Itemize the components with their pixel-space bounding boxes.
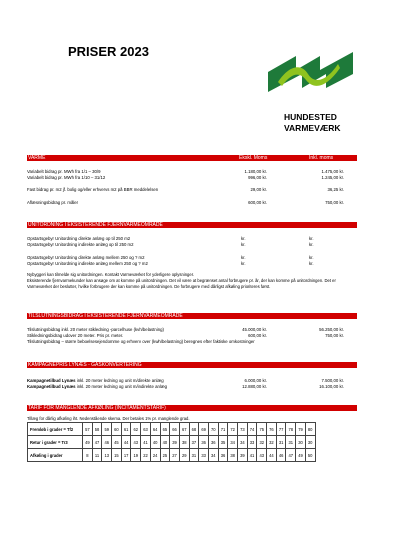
table-cell: 27 xyxy=(170,449,180,462)
row-value-ekskl: kr. xyxy=(241,242,246,247)
afkoling-table xyxy=(27,422,316,462)
row-label: Variabelt bidrag pr. MWh fra 1/10 – 31/12 xyxy=(27,175,106,180)
table-cell: 31 xyxy=(286,436,296,449)
table-cell: 50 xyxy=(305,449,315,462)
table-cell: 13 xyxy=(102,449,112,462)
row-value-ekskl: 6.000,00 kr. xyxy=(244,378,267,383)
row-value-inkl: 56.250,00 kr. xyxy=(319,327,344,332)
row-label: Tilslutningsbidrag inkl. 20 meter stikledning -parcelhuse (kvh/belastning) xyxy=(27,327,164,332)
table-cell: 34 xyxy=(228,436,238,449)
row-value-ekskl: kr. xyxy=(241,236,246,241)
table-cell: 77 xyxy=(276,423,286,436)
row-value-inkl: kr. xyxy=(309,255,314,260)
varme-header xyxy=(27,155,357,161)
table-cell: 66 xyxy=(170,423,180,436)
table-cell: 24 xyxy=(150,449,160,462)
row-value-inkl: kr. xyxy=(309,242,314,247)
unitordning-note: Nybyggeri kan tilmelde sig unitordningen. Kontakt Varmeværket for yderligere oplysninger. xyxy=(27,272,195,277)
col-ekskl-moms: Ekskl. Moms xyxy=(239,155,268,161)
table-cell: 39 xyxy=(238,449,248,462)
row-value-ekskl: 12.880,00 kr. xyxy=(242,384,267,389)
table-cell: 36 xyxy=(199,436,209,449)
table-cell: 49 xyxy=(83,436,93,449)
kampagne-row xyxy=(27,384,357,390)
unitordning-row xyxy=(27,242,357,248)
table-cell: 73 xyxy=(238,423,248,436)
row-label: Opstartsgebyr Unitordning indirekte anlæg mellem 250 og ? m2 xyxy=(27,261,148,266)
varme-header-label: VARME xyxy=(28,155,46,161)
page-title: PRISER 2023 xyxy=(68,44,149,59)
varme-row xyxy=(27,175,357,181)
tilslutning-header xyxy=(27,313,357,319)
table-row-retur xyxy=(28,436,316,449)
row-label-rest: inkl. 20 meter ledning og unit m/direkte anlæg xyxy=(75,378,164,383)
row-value-ekskl: 996,00 kr. xyxy=(248,175,267,180)
table-cell: 69 xyxy=(199,423,209,436)
kampagne-header-label: KAMPAGNEPRIS LYNÆS - GASKONVERTERING xyxy=(28,362,142,368)
table-cell: 25 xyxy=(160,449,170,462)
row-value-ekskl: 600,00 kr. xyxy=(248,333,267,338)
row-label: Tilslutningsbidrag – større beboelsesejendomme og erhverv over (kwh/belastning) beregnes efter faktiske omkostninger xyxy=(27,339,255,344)
table-cell: 58 xyxy=(92,423,102,436)
kampagne-header xyxy=(27,362,357,368)
table-cell: 29 xyxy=(179,449,189,462)
table-cell: 75 xyxy=(257,423,267,436)
table-cell: 30 xyxy=(305,436,315,449)
varme-row xyxy=(27,187,357,193)
row-label xyxy=(27,384,167,390)
row-label: Opstartsgebyr Unitordning direkte anlæg mellem 250 og ? m2 xyxy=(27,255,145,260)
row-value-inkl: 16.100,00 kr. xyxy=(319,384,344,389)
table-cell: 40 xyxy=(160,436,170,449)
row-label: Variabelt bidrag pr. MWh fra 1/1 – 30/9 xyxy=(27,169,101,174)
table-cell: 34 xyxy=(238,436,248,449)
row-label-bold: Kampagnetilbud Lynæs xyxy=(27,378,76,383)
table-cell: 43 xyxy=(257,449,267,462)
table-cell: 32 xyxy=(267,436,277,449)
table-cell: 61 xyxy=(121,423,131,436)
row-value-ekskl: 45.000,00 kr. xyxy=(242,327,267,332)
table-cell: 36 xyxy=(208,436,218,449)
company-name-line2: VARMEVÆRK xyxy=(284,123,341,133)
table-cell: 34 xyxy=(208,449,218,462)
afkoling-header-label: TARIF FOR MANGLENDE AFKØLING (INCITAMENTSTARIF) xyxy=(28,405,166,411)
table-cell: 33 xyxy=(199,449,209,462)
table-cell: 33 xyxy=(247,436,257,449)
afkoling-header xyxy=(27,405,357,411)
table-cell: 15 xyxy=(112,449,122,462)
table-cell: 31 xyxy=(189,449,199,462)
row-label: Opstartsgebyr Unitordning direkte anlæg op til 250 m2 xyxy=(27,236,131,241)
table-cell: 74 xyxy=(247,423,257,436)
table-cell: 35 xyxy=(218,436,228,449)
row-value-inkl: 1.475,00 kr. xyxy=(321,169,344,174)
table-cell: 70 xyxy=(208,423,218,436)
table-cell: 38 xyxy=(179,436,189,449)
row-value-inkl: 1.245,00 kr. xyxy=(321,175,344,180)
company-name xyxy=(284,112,341,134)
table-cell: 41 xyxy=(247,449,257,462)
table-cell: 79 xyxy=(296,423,306,436)
unitordning-header xyxy=(27,222,357,228)
row-value-inkl: 36,25 kr. xyxy=(327,187,344,192)
table-cell: 59 xyxy=(102,423,112,436)
row-value-inkl: kr. xyxy=(309,261,314,266)
unitordning-row xyxy=(27,261,357,267)
table-cell: 22 xyxy=(141,449,151,462)
table-cell: 38 xyxy=(228,449,238,462)
table-cell: 30 xyxy=(296,436,306,449)
table-cell: 17 xyxy=(121,449,131,462)
table-cell: 65 xyxy=(160,423,170,436)
row-value-ekskl: 29,00 kr. xyxy=(250,187,267,192)
table-cell: 67 xyxy=(179,423,189,436)
row-header: Afkøling i grader xyxy=(28,449,83,462)
row-value-ekskl: 1.180,00 kr. xyxy=(244,169,267,174)
table-cell: 60 xyxy=(112,423,122,436)
company-logo xyxy=(268,52,353,92)
table-cell: 49 xyxy=(296,449,306,462)
table-cell: 80 xyxy=(305,423,315,436)
varme-row xyxy=(27,200,357,206)
table-cell: 39 xyxy=(170,436,180,449)
row-label: Stikledningsbidrag udover 20 meter. Pris pr. meter. xyxy=(27,333,124,338)
table-cell: 72 xyxy=(228,423,238,436)
row-value-ekskl: kr. xyxy=(241,261,246,266)
unitordning-header-label: UNITORDNING I EKSISTERENDE FJERNVARMEOMRÅDE xyxy=(28,222,163,228)
row-label-rest: inkl. 20 meter ledning og unit m/indirekte anlæg xyxy=(75,384,168,389)
row-label: Fast bidrag pr. m2 jf. bolig og/eller erhvervs m2 på BBR meddelelsen xyxy=(27,187,159,192)
table-cell: 32 xyxy=(257,436,267,449)
table-cell: 19 xyxy=(131,449,141,462)
table-cell: 44 xyxy=(267,449,277,462)
table-row-fremlob xyxy=(28,423,316,436)
table-cell: 8 xyxy=(83,449,93,462)
row-value-inkl: kr. xyxy=(309,236,314,241)
table-cell: 46 xyxy=(102,436,112,449)
table-cell: 44 xyxy=(121,436,131,449)
table-cell: 78 xyxy=(286,423,296,436)
table-cell: 57 xyxy=(83,423,93,436)
table-row-afkoling xyxy=(28,449,316,462)
table-cell: 31 xyxy=(276,436,286,449)
unitordning-note: Eksisterende fjernvarmekunder kan ansøge om at komme på unitordningen. Det vil være at begrænset antal forbrugere pr. år, der kan komme på unitordningen. Det er Varmeværket der beslutter, hvilke forbrugere der kan komme på unitordningen. De forbrugere med dårligst afkøling prioriteres først. xyxy=(27,278,336,289)
table-cell: 11 xyxy=(92,449,102,462)
table-cell: 45 xyxy=(112,436,122,449)
table-cell: 41 xyxy=(141,436,151,449)
table-cell: 43 xyxy=(131,436,141,449)
row-header: Fremløb i grader = Tf2 xyxy=(28,423,83,436)
table-cell: 62 xyxy=(131,423,141,436)
table-cell: 46 xyxy=(276,449,286,462)
row-label-bold: Kampagnetilbud Lynæs xyxy=(27,384,76,389)
row-label: Opstartsgebyr Unitordning indirekte anlæg op til 250 m2 xyxy=(27,242,134,247)
table-cell: 47 xyxy=(286,449,296,462)
col-inkl-moms: Inkl. moms xyxy=(309,155,334,161)
tilslutning-row xyxy=(27,339,357,345)
table-cell: 47 xyxy=(92,436,102,449)
row-value-ekskl: kr. xyxy=(241,255,246,260)
table-cell: 76 xyxy=(267,423,277,436)
table-cell: 71 xyxy=(218,423,228,436)
table-cell: 64 xyxy=(150,423,160,436)
table-cell: 63 xyxy=(141,423,151,436)
table-cell: 68 xyxy=(189,423,199,436)
company-name-line1: HUNDESTED xyxy=(284,112,337,122)
table-cell: 37 xyxy=(189,436,199,449)
row-value-inkl: 750,00 kr. xyxy=(325,200,344,205)
afkoling-note: Tillæg for dårlig afkøling iht. Nedenstående skema. Der betales 1% pr. manglende grad. xyxy=(27,416,190,421)
row-value-inkl: 750,00 kr. xyxy=(325,333,344,338)
table-cell: 40 xyxy=(150,436,160,449)
row-header: Retur i grader = Tr3 xyxy=(28,436,83,449)
row-value-ekskl: 600,00 kr. xyxy=(248,200,267,205)
row-label: Aflæsningsbidrag pr. måler xyxy=(27,200,79,205)
table-cell: 36 xyxy=(218,449,228,462)
row-value-inkl: 7.500,00 kr. xyxy=(321,378,344,383)
tilslutning-header-label: TILSLUTNINGSBIDRAG I EKSISTERENDE FJERNVARMEOMRÅDE xyxy=(28,313,183,319)
